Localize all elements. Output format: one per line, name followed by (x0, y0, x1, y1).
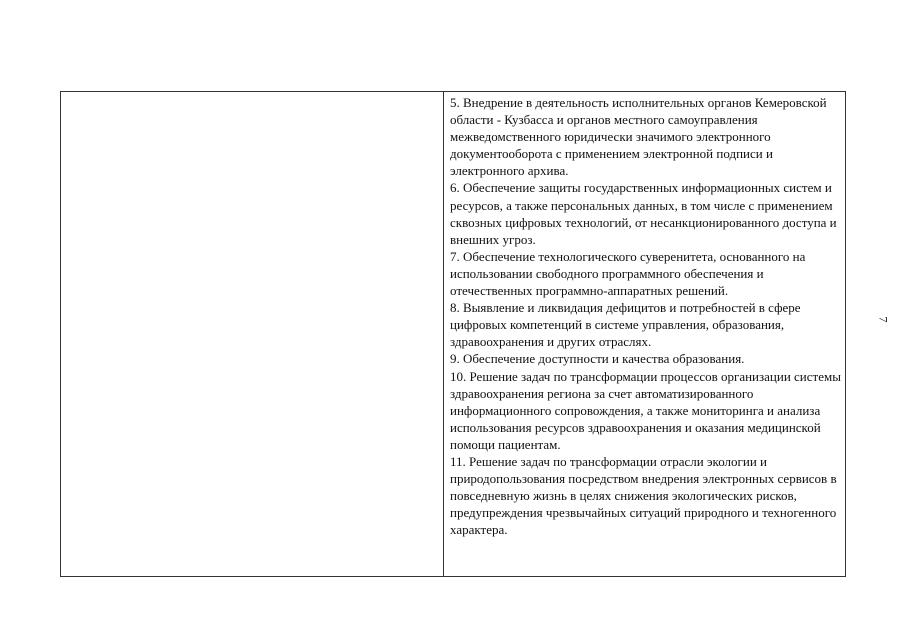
list-item-9: 9. Обеспечение доступности и качества образования. (450, 351, 745, 367)
list-item-5: 5. Внедрение в деятельность исполнительных органов Кемеровской области - Кузбасса и органов местного самоуправления межведомственного юридически значимого электронного документооборота с применением электронной подписи и электронного архива. (450, 95, 827, 179)
list-item-6: 6. Обеспечение защиты государственных информационных систем и ресурсов, а также персональных данных, в том числе с применением сквозных цифровых технологий, от несанкционированного доступа и внешних угроз. (450, 180, 837, 247)
page-number: 7 (876, 316, 891, 323)
list-item-8: 8. Выявление и ликвидация дефицитов и потребностей в сфере цифровых компетенций в системе управления, образования, здравоохранения и других отраслях. (450, 300, 801, 350)
table-right-cell (444, 92, 845, 576)
table-left-cell (61, 92, 444, 576)
document-table (60, 91, 846, 577)
list-item-10: 10. Решение задач по трансформации процессов организации системы здравоохранения региона за счет автоматизированного информационного сопровождения, а также мониторинга и анализа использования ресурсов здравоохранения и оказания медицинской помощи пациентам. (450, 368, 841, 452)
list-item-7: 7. Обеспечение технологического суверенитета, основанного на использовании свободного программного обеспечения и отечественных программно-аппаратных решений. (450, 248, 806, 299)
list-item-11: 11. Решение задач по трансформации отрасли экологии и природопользования посредством внедрения электронных сервисов в повседневную жизнь в целях снижения экологических рисков, предупреждения чрезвычайных ситуаций природного и техногенного характера. (450, 453, 837, 538)
